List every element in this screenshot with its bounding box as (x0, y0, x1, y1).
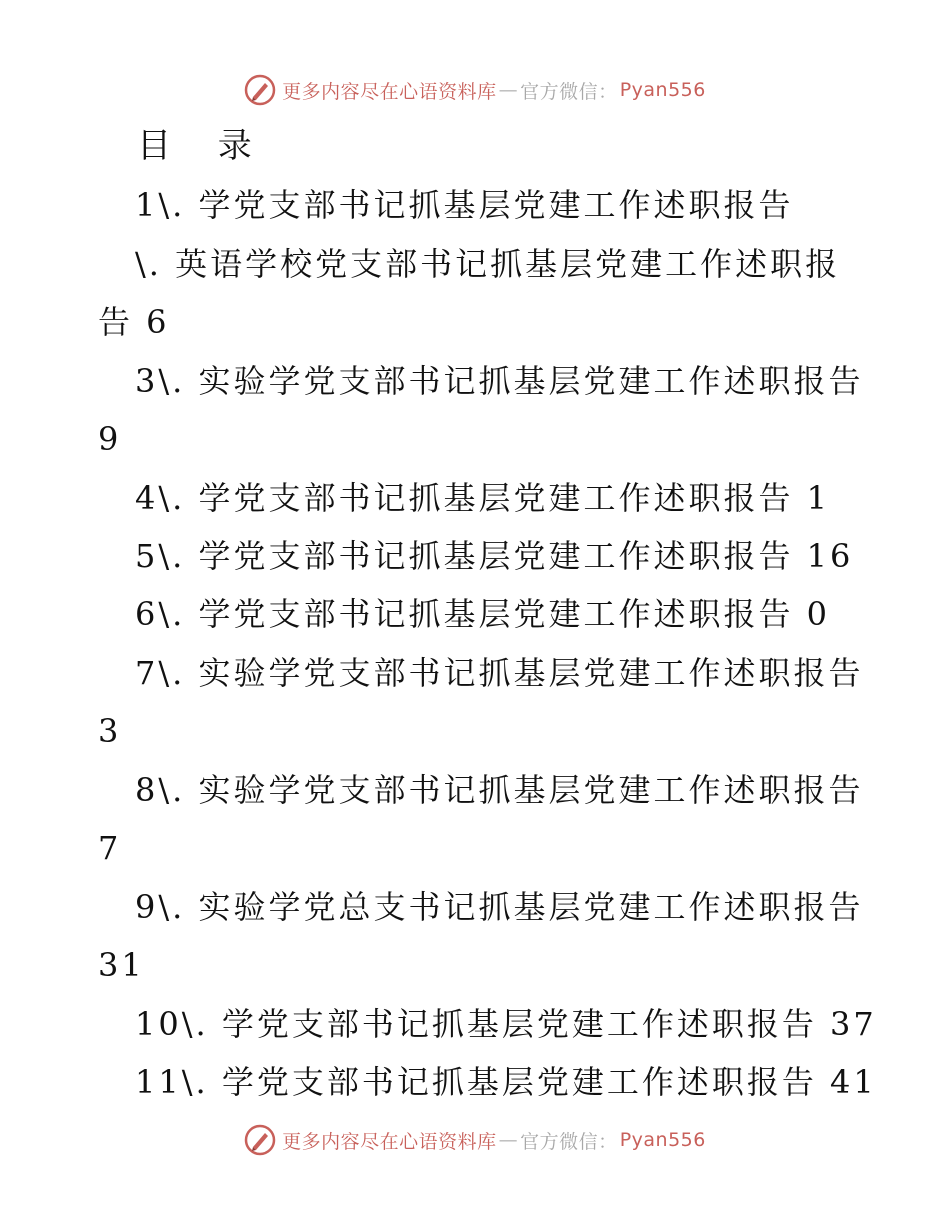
toc-entry: 9\. 实验学党总支书记抓基层党建工作述职报告 (135, 888, 864, 926)
toc-entry-continuation: 31 (98, 946, 145, 984)
watermark-main-text: 更多内容尽在心语资料库 (282, 80, 497, 103)
toc-entry: 11\. 学党支部书记抓基层党建工作述职报告 41 (135, 1063, 877, 1101)
toc-entry-continuation: 3 (98, 712, 122, 750)
watermark-dash: — (498, 1129, 519, 1151)
header-watermark (0, 72, 950, 108)
toc-title: 目 录 (137, 126, 270, 166)
watermark-wechat-id: Pyan556 (619, 79, 706, 101)
toc-entry-continuation: 告 6 (98, 303, 170, 341)
watermark-main-text: 更多内容尽在心语资料库 (282, 1130, 497, 1153)
toc-entry-continuation: 7 (98, 829, 122, 867)
footer-watermark (0, 1122, 950, 1158)
toc-entry: 7\. 实验学党支部书记抓基层党建工作述职报告 (135, 654, 864, 692)
toc-entry: 5\. 学党支部书记抓基层党建工作述职报告 16 (135, 537, 854, 575)
toc-entry: 10\. 学党支部书记抓基层党建工作述职报告 37 (135, 1005, 877, 1043)
pen-logo-icon (244, 74, 276, 106)
toc-entry: 6\. 学党支部书记抓基层党建工作述职报告 0 (135, 595, 831, 633)
watermark-wechat-id: Pyan556 (619, 1129, 706, 1151)
toc-entry-continuation: 9 (98, 420, 122, 458)
pen-logo-icon (244, 1124, 276, 1156)
toc-entry: 3\. 实验学党支部书记抓基层党建工作述职报告 (135, 362, 864, 400)
toc-entry: 8\. 实验学党支部书记抓基层党建工作述职报告 (135, 771, 864, 809)
watermark-dash: — (498, 79, 519, 101)
toc-entry: \. 英语学校党支部书记抓基层党建工作述职报 (135, 245, 841, 283)
toc-entry: 1\. 学党支部书记抓基层党建工作述职报告 (135, 186, 794, 224)
toc-entry: 4\. 学党支部书记抓基层党建工作述职报告 1 (135, 479, 831, 517)
watermark-official-label: 官方微信： (520, 1130, 618, 1153)
watermark-official-label: 官方微信： (520, 80, 618, 103)
